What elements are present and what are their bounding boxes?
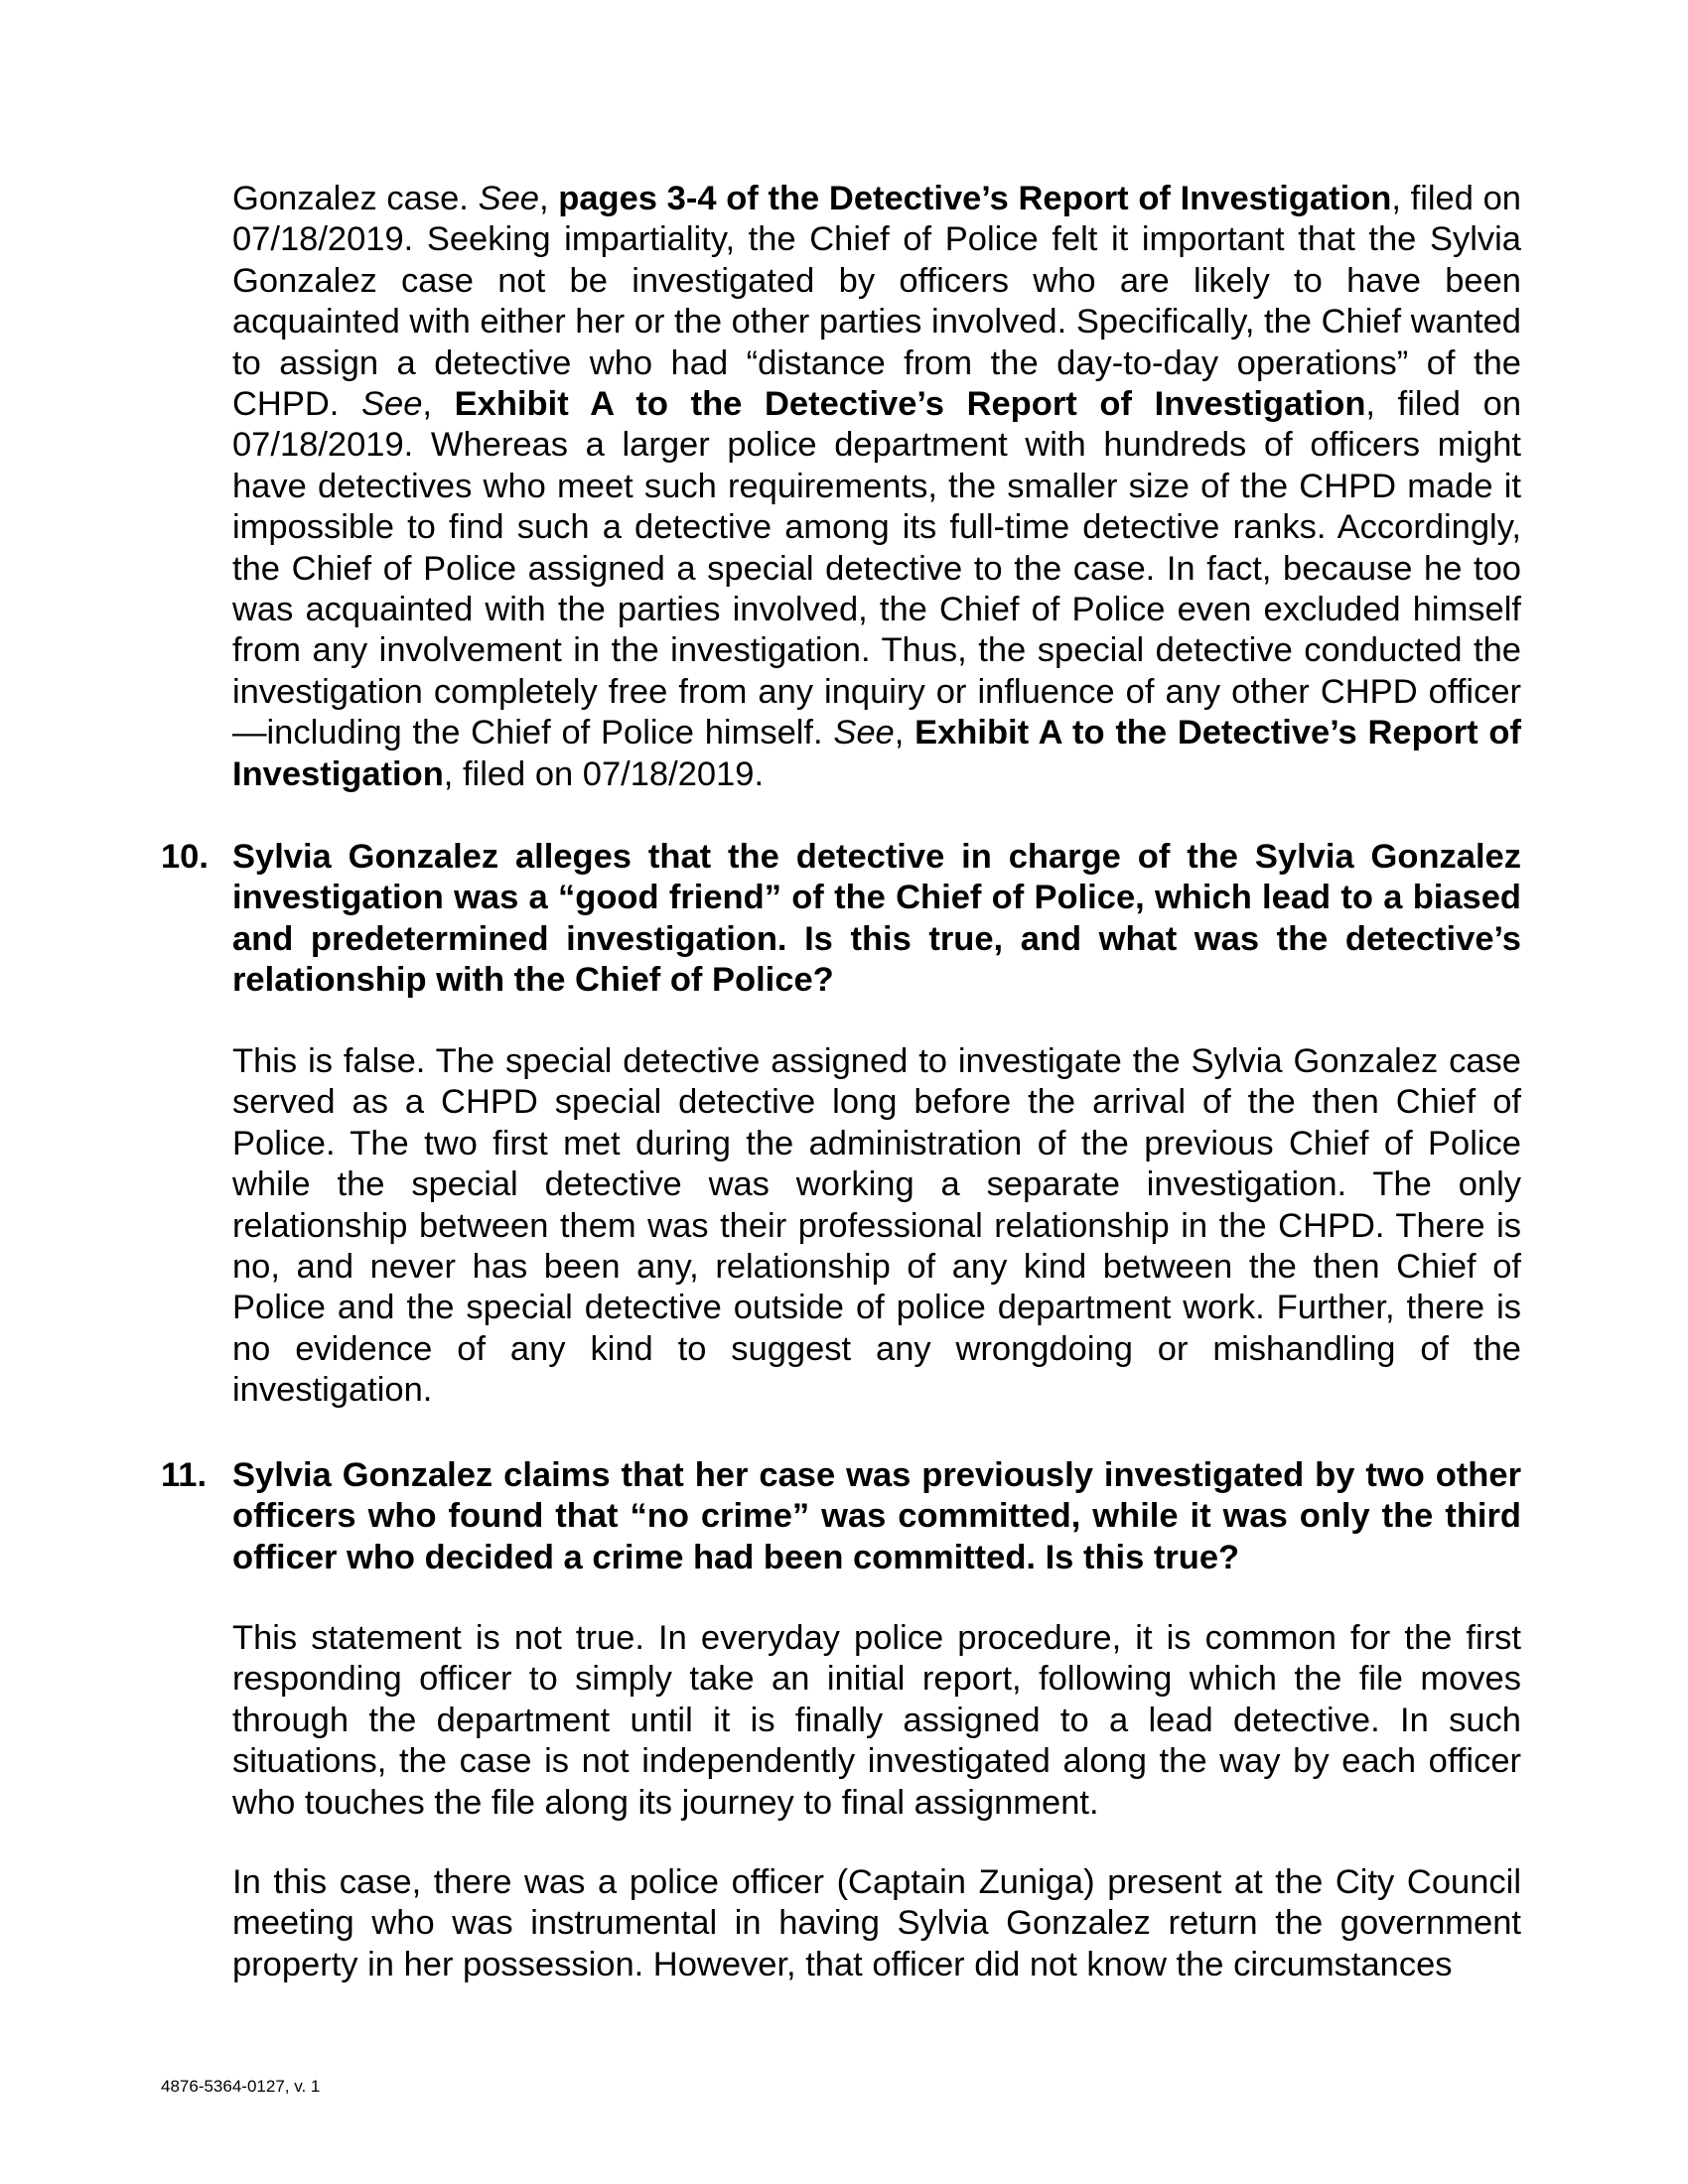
document-id-footer: 4876-5364-0127, v. 1 [161,2077,321,2096]
answer-11-paragraph-1: This statement is not true. In everyday police procedure, it is common for the first responding officer to simply take an initial report, following which the file moves through the department until it is finally assigned to a lead detective. In such situations, the case is not independently investigated along the way by each officer who touches the file along its journey to final assignment. [232,1619,1521,1822]
text-segment: , [422,385,455,424]
question-number-11: 11. [161,1456,208,1494]
question-number-10: 10. [161,838,209,876]
text-segment: , [538,180,559,217]
citation-reference: Exhibit A to the Detective’s Report of Investigation [232,714,1521,793]
answer-10: This is false. The special detective assigned to investigate the Sylvia Gonzalez case served as a CHPD special detective long before the arrival of the then Chief of Police. The two first met during the administration of the previous Chief of Police while the special detective was working a separate investigation. The only relationship between them was their professional relationship in the CHPD. There is no, and never has been any, relationship of any kind between the then Chief of Police and the special detective outside of police department work. Further, there is no evidence of any kind to suggest any wrongdoing or mishandling of the investigation. [232,1042,1521,1410]
text-segment: Gonzalez case. [232,180,479,217]
citation-reference: Exhibit A to the Detective’s Report of Investigation [454,385,1366,424]
answer-11-paragraph-2: In this case, there was a police officer (Captain Zuniga) present at the City Council meeting who was instrumental in having Sylvia Gonzalez return the government property in her possession. However, that officer did not know the circumstances [232,1863,1521,1983]
text-segment: , filed on 07/18/2019. [443,754,765,793]
citation-signal: See [833,714,895,752]
question-10-text: Sylvia Gonzalez alleges that the detective in charge of the Sylvia Gonzalez investigation was a “good friend” of the Chief of Police, which lead to a biased and predetermined investigation. Is this true, and what was the detective’s relationship with the Chief of Police? [232,838,1521,1000]
text-segment: , [894,714,915,752]
text-segment: , filed on 07/18/2019. Seeking impartiality, the Chief of Police felt it important that the Sylvia Gonzalez case not be investigated by officers who are likely to have been acquainted with either her or the other parties involved. Specifically, the Chief wanted to assign a detective who had “distance from the day-to-day operations” of the CHPD. [232,180,1521,424]
question-11-text: Sylvia Gonzalez claims that her case was previously investigated by two other officers who found that “no crime” was committed, while it was only the third officer who decided a crime had been committed. Is this true? [232,1456,1521,1576]
citation-reference: pages 3-4 of the Detective’s Report of Investigation [558,180,1392,217]
citation-signal: See [478,180,539,217]
citation-signal: See [361,385,423,424]
paragraph-investigation-assignment [232,179,1521,795]
text-segment: , filed on 07/18/2019. Whereas a larger police department with hundreds of officers might have detectives who meet such requirements, the smaller size of the CHPD made it impossible to find such a detective among its full-time detective ranks. Accordingly, the Chief of Police assigned a special detective to the case. In fact, because he too was acquainted with the parties involved, the Chief of Police even excluded himself from any involvement in the investigation. Thus, the special detective conducted the investigation completely free from any inquiry or influence of any other CHPD officer—including the Chief of Police himself. [232,385,1522,752]
